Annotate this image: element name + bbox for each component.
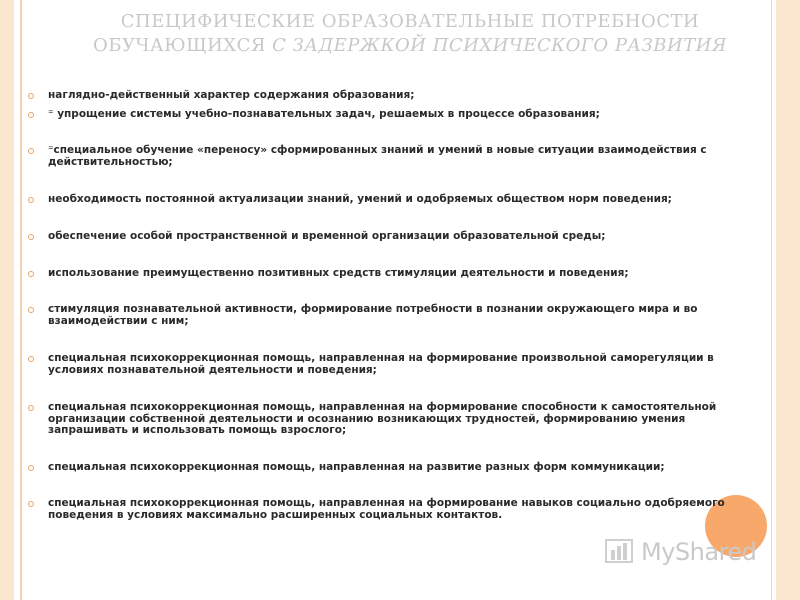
slide-title bbox=[80, 10, 740, 58]
chart-bars-icon bbox=[605, 538, 635, 566]
list-item bbox=[28, 304, 763, 327]
list-item bbox=[28, 145, 763, 168]
left-frame-line bbox=[20, 0, 22, 600]
list-item-text: стимуляция познавательной активности, формирование потребности в познании окружающего мира и во взаимодействии с ним; bbox=[48, 303, 698, 327]
bullet-icon bbox=[28, 234, 34, 240]
list-item-text: необходимость постоянной актуализации знаний, умений и одобряемых обществом норм поведения; bbox=[48, 193, 672, 205]
list-item bbox=[28, 268, 763, 280]
bullet-icon bbox=[28, 197, 34, 203]
list-item bbox=[28, 462, 763, 474]
list-item bbox=[28, 498, 763, 521]
right-frame-line bbox=[771, 0, 772, 600]
bullet-icon bbox=[28, 93, 34, 99]
list-item bbox=[28, 194, 763, 206]
list-item-text: специальная психокоррекционная помощь, направленная на формирование произвольной саморегуляции в условиях познавательной деятельности и поведения; bbox=[48, 352, 714, 376]
right-frame-band bbox=[776, 0, 800, 600]
list-item bbox=[28, 90, 763, 102]
title-line-2-italic: С ЗАДЕРЖКОЙ ПСИХИЧЕСКОГО РАЗВИТИЯ bbox=[272, 35, 727, 56]
bullet-icon bbox=[28, 501, 34, 507]
bullet-icon bbox=[28, 356, 34, 362]
list-item-text: обеспечение особой пространственной и временной организации образовательной среды; bbox=[48, 230, 606, 242]
list-item bbox=[28, 109, 763, 121]
bullet-icon bbox=[28, 307, 34, 313]
list-item-text: использование преимущественно позитивных средств стимуляции деятельности и поведения; bbox=[48, 267, 629, 279]
bullet-icon bbox=[28, 112, 34, 118]
logo-text: MyShared bbox=[641, 538, 757, 566]
list-item-text: специальная психокоррекционная помощь, направленная на формирование навыков социально одобряемого поведения в условиях максимально расширенных социальных контактов. bbox=[48, 497, 725, 521]
title-line-2-normal: ОБУЧАЮЩИХСЯ bbox=[93, 35, 266, 56]
list-item-text: специальная психокоррекционная помощь, направленная на формирование способности к самостоятельной организации собственной деятельности и осознанию возникающих трудностей, формированию умения запрашивать и использовать помощь взрослого; bbox=[48, 401, 717, 436]
bullet-icon bbox=[28, 405, 34, 411]
left-frame-band bbox=[0, 0, 14, 600]
list-item bbox=[28, 231, 763, 243]
list-item-text: специальная психокоррекционная помощь, направленная на развитие разных форм коммуникации; bbox=[48, 461, 665, 473]
title-line-1: СПЕЦИФИЧЕСКИЕ ОБРАЗОВАТЕЛЬНЫЕ ПОТРЕБНОСТИ bbox=[120, 11, 700, 32]
list-item bbox=[28, 353, 763, 376]
bullet-icon bbox=[28, 271, 34, 277]
title-line-2 bbox=[93, 35, 727, 56]
list-item bbox=[28, 402, 763, 437]
bullet-icon bbox=[28, 465, 34, 471]
list-item-text: ⁼специальное обучение «переносу» сформированных знаний и умений в новые ситуации взаимодействия с действительностью; bbox=[48, 144, 707, 168]
bullet-icon bbox=[28, 148, 34, 154]
myshared-logo bbox=[605, 538, 756, 566]
list-item-text: наглядно-действенный характер содержания образования; bbox=[48, 89, 415, 101]
list-item-text: ⁼ упрощение системы учебно-познавательных задач, решаемых в процессе образования; bbox=[48, 108, 600, 120]
